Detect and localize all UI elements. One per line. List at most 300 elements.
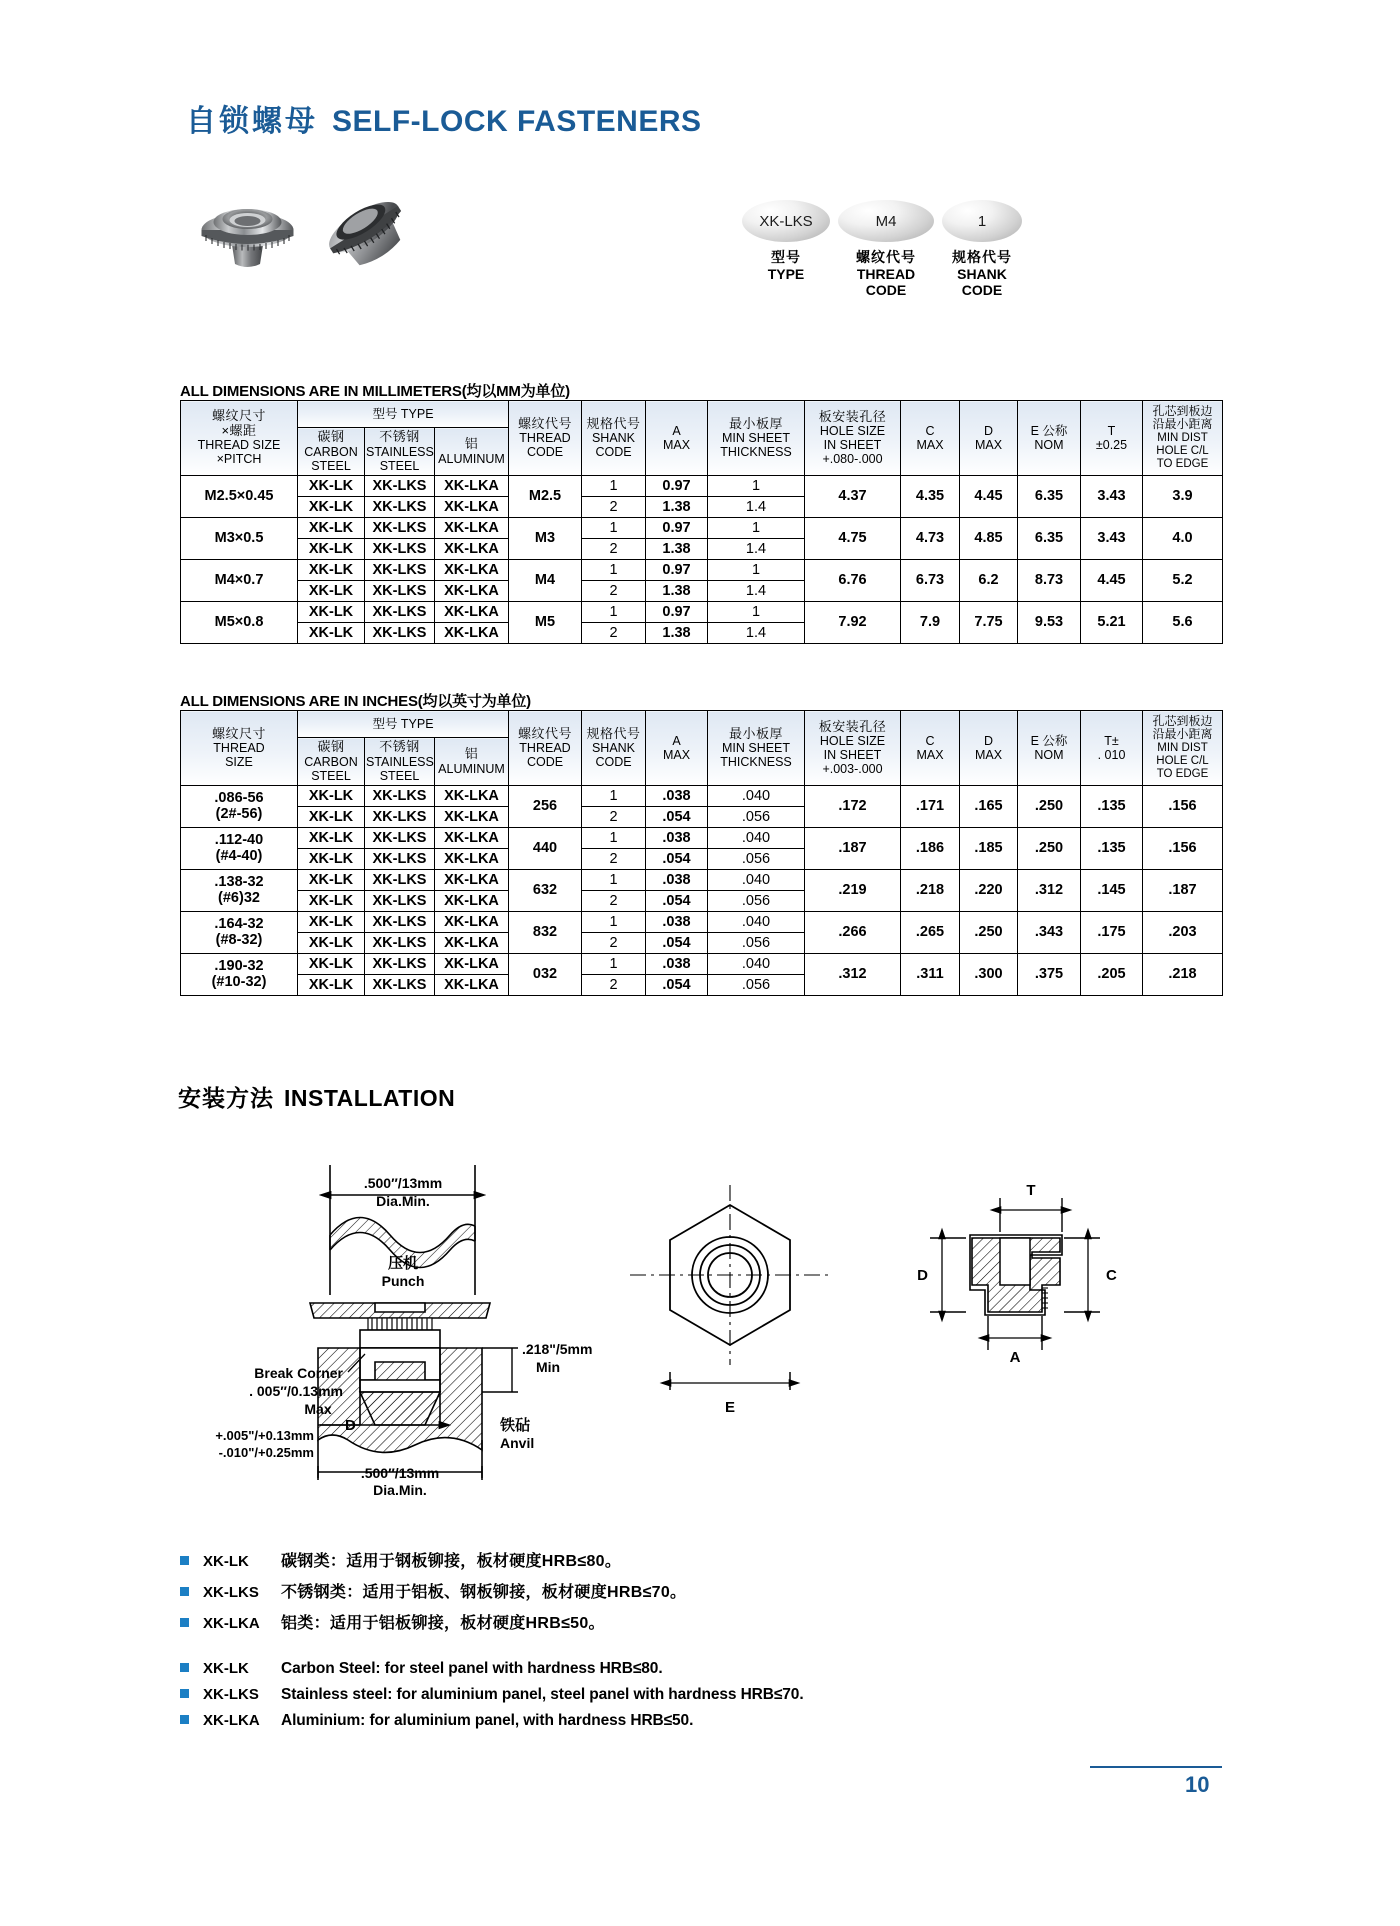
- label-break-corner-3: Max: [304, 1401, 332, 1417]
- in-cell-carbon: XK-LK: [298, 827, 365, 848]
- in-cell-c-max: .218: [901, 869, 960, 911]
- in-cell-e-nom: .343: [1018, 911, 1081, 953]
- in-cell-carbon: XK-LK: [298, 848, 365, 869]
- mm-th-min-dist: [1143, 401, 1223, 476]
- in-th-thread-code-en1: THREAD: [519, 741, 571, 756]
- in-cell-aluminum: XK-LKA: [435, 953, 509, 974]
- mm-cell-e-nom: 6.35: [1018, 475, 1081, 517]
- mm-cell-min-sheet: 1: [708, 475, 805, 496]
- mm-th-thread-size: [181, 401, 298, 476]
- table-row: [181, 827, 1223, 848]
- mm-cell-shank: 2: [582, 580, 646, 601]
- in-cell-t-tol: .175: [1081, 911, 1143, 953]
- label-punch-en: Punch: [381, 1273, 425, 1289]
- in-th-t-tol: [1081, 711, 1143, 786]
- inch-table-body: [181, 785, 1223, 995]
- in-th-carbon: [298, 738, 365, 786]
- in-th-shank-code-en2: CODE: [595, 755, 632, 770]
- in-cell-carbon: XK-LK: [298, 911, 365, 932]
- note-item: [180, 1579, 686, 1602]
- mm-th-min-sheet: [708, 401, 805, 476]
- product-photo-front: [190, 190, 305, 270]
- mm-cell-shank: 2: [582, 622, 646, 643]
- table-row: [181, 785, 1223, 806]
- mm-th-shank-code: [582, 401, 646, 476]
- in-th-thread-code-cn: 螺纹代号: [517, 725, 572, 741]
- oval-thread-code: M4: [838, 200, 934, 242]
- in-th-carbon-en1: CARBON: [304, 754, 358, 769]
- in-th-min-dist-en3: TO EDGE: [1156, 768, 1209, 781]
- mm-dimension-table: [180, 400, 1223, 644]
- in-cell-hole-size: .172: [805, 785, 901, 827]
- mm-table-body: [181, 475, 1223, 643]
- mm-th-shank-code-en2: CODE: [595, 445, 632, 460]
- mm-cell-carbon: XK-LK: [298, 559, 365, 580]
- in-cell-e-nom: .312: [1018, 869, 1081, 911]
- in-cell-stainless: XK-LKS: [365, 806, 435, 827]
- mm-cell-min-sheet: 1.4: [708, 580, 805, 601]
- in-cell-min-sheet: .040: [708, 827, 805, 848]
- mm-th-hole-size-cn: 板安装孔径: [818, 408, 887, 424]
- mm-cell-carbon: XK-LK: [298, 601, 365, 622]
- in-cell-min-dist: .156: [1143, 827, 1223, 869]
- in-cell-d-max: .185: [960, 827, 1018, 869]
- in-cell-shank: 1: [582, 827, 646, 848]
- oval-type-code: XK-LKS: [742, 200, 830, 242]
- in-cell-shank: 1: [582, 953, 646, 974]
- mm-cell-a-max: 1.38: [646, 622, 708, 643]
- mm-cell-stainless: XK-LKS: [365, 496, 435, 517]
- in-th-a-max: [646, 711, 708, 786]
- mm-cell-thread-size: M2.5×0.45: [181, 475, 298, 517]
- part-number-legend: [742, 200, 1052, 299]
- in-cell-stainless: XK-LKS: [365, 890, 435, 911]
- in-cell-aluminum: XK-LKA: [435, 932, 509, 953]
- in-cell-a-max: .038: [646, 869, 708, 890]
- label-punch-cn: 压机: [387, 1255, 419, 1272]
- mm-th-thread-size-cn2: ×螺距: [221, 422, 257, 438]
- mm-th-carbon-cn: 碳钢: [317, 429, 345, 444]
- note-code: XK-LK: [203, 1660, 249, 1677]
- square-bullet-icon: [180, 1618, 189, 1627]
- mm-cell-stainless: XK-LKS: [365, 622, 435, 643]
- table-row: [181, 601, 1223, 622]
- mm-th-a-max-l1: A: [672, 423, 681, 438]
- in-cell-min-sheet: .040: [708, 911, 805, 932]
- installation-title-en: INSTALLATION: [284, 1085, 456, 1111]
- label-right-dim-1: .218"/5mm: [522, 1341, 593, 1357]
- label-d-dim: D: [345, 1417, 356, 1434]
- mm-cell-t-tol: 4.45: [1081, 559, 1143, 601]
- in-th-c-max: [901, 711, 960, 786]
- label-bottom-dia-1: .500″/13mm: [360, 1465, 440, 1481]
- mm-cell-hole-size: 6.76: [805, 559, 901, 601]
- mm-cell-hole-size: 4.75: [805, 517, 901, 559]
- table-row: [181, 953, 1223, 974]
- mm-cell-d-max: 6.2: [960, 559, 1018, 601]
- in-cell-thread-size-l1: .190-32: [214, 958, 264, 975]
- mm-cell-carbon: XK-LK: [298, 517, 365, 538]
- in-th-d-max: [960, 711, 1018, 786]
- in-cell-carbon: XK-LK: [298, 785, 365, 806]
- in-th-e-nom-l2: NOM: [1034, 747, 1064, 762]
- mm-th-d-max-l2: MAX: [974, 437, 1003, 452]
- in-cell-thread-size-l2: (#10-32): [211, 974, 267, 991]
- label-c-dim: C: [1106, 1267, 1117, 1284]
- mm-th-c-max-l1: C: [925, 423, 935, 438]
- in-cell-c-max: .186: [901, 827, 960, 869]
- in-cell-t-tol: .205: [1081, 953, 1143, 995]
- label-a-dim: A: [1009, 1349, 1021, 1366]
- mm-cell-hole-size: 4.37: [805, 475, 901, 517]
- mm-th-e-nom: [1018, 401, 1081, 476]
- in-cell-aluminum: XK-LKA: [435, 911, 509, 932]
- caption-thread-code: [838, 249, 934, 299]
- page-title-en: SELF-LOCK FASTENERS: [332, 105, 702, 138]
- mm-th-stainless: [365, 428, 435, 476]
- square-bullet-icon: [180, 1715, 189, 1724]
- in-th-min-dist-cn1: 孔芯到板边: [1152, 713, 1213, 728]
- in-cell-thread-size-l2: (2#-56): [215, 806, 263, 823]
- mm-th-stainless-en2: STEEL: [379, 458, 420, 473]
- in-cell-carbon: XK-LK: [298, 932, 365, 953]
- in-cell-thread-size-l1: .112-40: [214, 832, 264, 849]
- in-cell-carbon: XK-LK: [298, 890, 365, 911]
- mm-cell-d-max: 4.85: [960, 517, 1018, 559]
- mm-cell-c-max: 7.9: [901, 601, 960, 643]
- notes-english: [180, 1660, 804, 1738]
- in-cell-hole-size: .219: [805, 869, 901, 911]
- mm-th-min-dist-en3: TO EDGE: [1156, 458, 1209, 471]
- in-cell-e-nom: .250: [1018, 827, 1081, 869]
- in-cell-e-nom: .250: [1018, 785, 1081, 827]
- mm-th-min-dist-cn2: 沿最小距离: [1152, 417, 1213, 432]
- table-row: [181, 559, 1223, 580]
- mm-cell-thread-code: M4: [509, 559, 582, 601]
- in-cell-thread-size-l1: .164-32: [214, 916, 264, 933]
- mm-cell-carbon: XK-LK: [298, 622, 365, 643]
- in-cell-stainless: XK-LKS: [365, 848, 435, 869]
- in-cell-t-tol: .135: [1081, 785, 1143, 827]
- in-cell-t-tol: .145: [1081, 869, 1143, 911]
- in-cell-min-sheet: .040: [708, 869, 805, 890]
- mm-cell-carbon: XK-LK: [298, 538, 365, 559]
- mm-cell-aluminum: XK-LKA: [435, 475, 509, 496]
- mm-cell-min-sheet: 1.4: [708, 622, 805, 643]
- in-cell-aluminum: XK-LKA: [435, 974, 509, 995]
- mm-th-thread-code: [509, 401, 582, 476]
- in-cell-a-max: .038: [646, 827, 708, 848]
- in-th-e-nom-l1: E 公称: [1030, 733, 1068, 748]
- square-bullet-icon: [180, 1689, 189, 1698]
- note-text: 不锈钢类：适用于铝板、钢板铆接，板材硬度HRB≤70。: [281, 1584, 687, 1601]
- label-right-dim-2: Min: [536, 1359, 561, 1375]
- mm-cell-c-max: 4.35: [901, 475, 960, 517]
- installation-diagram: [200, 1140, 1200, 1500]
- in-cell-shank: 2: [582, 890, 646, 911]
- mm-cell-thread-size: M3×0.5: [181, 517, 298, 559]
- in-cell-min-dist: .156: [1143, 785, 1223, 827]
- mm-cell-thread-code: M3: [509, 517, 582, 559]
- caption-shank-en: SHANK CODE: [957, 265, 1007, 299]
- in-cell-min-dist: .187: [1143, 869, 1223, 911]
- in-cell-e-nom: .375: [1018, 953, 1081, 995]
- in-cell-d-max: .300: [960, 953, 1018, 995]
- in-cell-thread-size-l2: (#4-40): [215, 848, 263, 865]
- in-th-d-max-l2: MAX: [974, 747, 1003, 762]
- mm-th-hole-size-en3: +.080-.000: [822, 452, 883, 467]
- mm-th-min-sheet-cn: 最小板厚: [728, 415, 783, 431]
- label-break-corner-2: . 005″/0.13mm: [249, 1383, 343, 1399]
- mm-cell-t-tol: 3.43: [1081, 517, 1143, 559]
- in-table-caption: ALL DIMENSIONS ARE IN INCHES(均以英寸为单位): [180, 693, 531, 710]
- mm-cell-min-sheet: 1: [708, 601, 805, 622]
- mm-cell-thread-size: M5×0.8: [181, 601, 298, 643]
- mm-cell-min-dist: 4.0: [1143, 517, 1223, 559]
- in-cell-hole-size: .312: [805, 953, 901, 995]
- in-th-thread-code: [509, 711, 582, 786]
- in-th-hole-size-en2: IN SHEET: [823, 748, 882, 763]
- mm-cell-shank: 1: [582, 475, 646, 496]
- mm-th-thread-code-cn: 螺纹代号: [517, 415, 572, 431]
- in-cell-thread-size-l2: (#8-32): [215, 932, 263, 949]
- mm-th-d-max: [960, 401, 1018, 476]
- note-code: XK-LK: [203, 1553, 249, 1570]
- label-bottom-dia-2: Dia.Min.: [373, 1482, 427, 1498]
- mm-cell-e-nom: 9.53: [1018, 601, 1081, 643]
- in-cell-stainless: XK-LKS: [365, 911, 435, 932]
- in-cell-thread-code: 632: [509, 869, 582, 911]
- page-number: 10: [1185, 1772, 1210, 1797]
- in-cell-aluminum: XK-LKA: [435, 890, 509, 911]
- in-th-min-sheet: [708, 711, 805, 786]
- in-th-min-sheet-en1: MIN SHEET: [721, 741, 791, 756]
- in-cell-carbon: XK-LK: [298, 953, 365, 974]
- in-cell-thread-size-l1: .086-56: [214, 790, 264, 807]
- in-th-e-nom: [1018, 711, 1081, 786]
- mm-cell-a-max: 0.97: [646, 517, 708, 538]
- in-th-thread-size-en2: SIZE: [225, 755, 253, 770]
- caption-type: [742, 249, 830, 299]
- page-title: [186, 96, 702, 140]
- mm-th-aluminum-cn: 铝: [464, 436, 479, 451]
- caption-thread-en: THREAD CODE: [856, 265, 916, 299]
- mm-cell-a-max: 0.97: [646, 601, 708, 622]
- in-cell-a-max: .038: [646, 785, 708, 806]
- in-cell-aluminum: XK-LKA: [435, 806, 509, 827]
- label-t-dim: T: [1026, 1182, 1036, 1199]
- mm-cell-aluminum: XK-LKA: [435, 580, 509, 601]
- mm-cell-thread-code: M2.5: [509, 475, 582, 517]
- in-cell-shank: 2: [582, 932, 646, 953]
- mm-cell-thread-code: M5: [509, 601, 582, 643]
- in-cell-a-max: .054: [646, 974, 708, 995]
- in-cell-stainless: XK-LKS: [365, 869, 435, 890]
- in-th-a-max-l1: A: [672, 733, 681, 748]
- square-bullet-icon: [180, 1587, 189, 1596]
- in-cell-d-max: .220: [960, 869, 1018, 911]
- in-th-shank-code-en1: SHANK: [591, 741, 636, 756]
- mm-cell-c-max: 4.73: [901, 517, 960, 559]
- in-cell-stainless: XK-LKS: [365, 932, 435, 953]
- installation-title: [178, 1080, 455, 1113]
- mm-cell-min-sheet: 1.4: [708, 538, 805, 559]
- in-cell-stainless: XK-LKS: [365, 974, 435, 995]
- in-th-thread-size-cn: 螺纹尺寸: [211, 725, 266, 741]
- note-text: Aluminium: for aluminium panel, with hardness HRB≤50.: [281, 1712, 694, 1729]
- mm-cell-hole-size: 7.92: [805, 601, 901, 643]
- in-cell-shank: 2: [582, 848, 646, 869]
- page-title-cn: 自锁螺母: [186, 105, 318, 138]
- in-th-min-dist-en2: HOLE C/L: [1156, 755, 1209, 768]
- note-code: XK-LKA: [203, 1615, 260, 1632]
- in-cell-shank: 1: [582, 869, 646, 890]
- in-th-thread-size: [181, 711, 298, 786]
- in-th-hole-size: [805, 711, 901, 786]
- caption-shank-cn: 规格代号: [952, 249, 1012, 265]
- mm-cell-t-tol: 3.43: [1081, 475, 1143, 517]
- mm-cell-t-tol: 5.21: [1081, 601, 1143, 643]
- square-bullet-icon: [180, 1556, 189, 1565]
- in-cell-thread-size: [181, 869, 298, 911]
- notes-chinese: [180, 1548, 686, 1641]
- in-cell-a-max: .038: [646, 911, 708, 932]
- mm-th-e-nom-l2: NOM: [1034, 437, 1064, 452]
- mm-th-c-max-l2: MAX: [916, 437, 944, 452]
- in-cell-carbon: XK-LK: [298, 806, 365, 827]
- in-cell-a-max: .054: [646, 932, 708, 953]
- in-th-aluminum: [435, 738, 509, 786]
- in-cell-shank: 1: [582, 911, 646, 932]
- mm-th-min-sheet-en1: MIN SHEET: [721, 431, 791, 446]
- mm-th-shank-code-cn: 规格代号: [586, 415, 641, 431]
- in-cell-stainless: XK-LKS: [365, 785, 435, 806]
- in-cell-a-max: .038: [646, 953, 708, 974]
- caption-type-en: TYPE: [767, 265, 805, 282]
- label-anvil-cn: 铁砧: [500, 1417, 531, 1434]
- mm-cell-aluminum: XK-LKA: [435, 622, 509, 643]
- mm-cell-stainless: XK-LKS: [365, 601, 435, 622]
- note-item: [180, 1686, 804, 1704]
- mm-th-stainless-cn: 不锈钢: [379, 429, 420, 444]
- note-code: XK-LKS: [203, 1686, 259, 1703]
- mm-th-min-dist-en1: MIN DIST: [1157, 432, 1208, 445]
- in-cell-carbon: XK-LK: [298, 869, 365, 890]
- in-cell-a-max: .054: [646, 806, 708, 827]
- label-d-dim-right: D: [917, 1267, 928, 1284]
- caption-type-cn: 型号: [771, 249, 801, 265]
- mm-th-t-tol: [1081, 401, 1143, 476]
- in-th-hole-size-en1: HOLE SIZE: [819, 734, 886, 749]
- in-th-stainless-cn: 不锈钢: [379, 739, 420, 754]
- in-cell-min-sheet: .040: [708, 785, 805, 806]
- mm-cell-e-nom: 8.73: [1018, 559, 1081, 601]
- in-cell-carbon: XK-LK: [298, 974, 365, 995]
- in-cell-d-max: .250: [960, 911, 1018, 953]
- in-cell-thread-size: [181, 785, 298, 827]
- label-break-corner-1: Break Corner: [254, 1365, 343, 1381]
- label-anvil-en: Anvil: [500, 1435, 535, 1451]
- in-th-stainless: [365, 738, 435, 786]
- in-th-t-tol-l1: T±: [1104, 733, 1119, 748]
- mm-cell-aluminum: XK-LKA: [435, 601, 509, 622]
- label-tol-2: -.010"/+0.25mm: [218, 1445, 314, 1460]
- note-text: Carbon Steel: for steel panel with hardness HRB≤80.: [281, 1660, 663, 1677]
- label-top-dia-2: Dia.Min.: [376, 1193, 430, 1209]
- in-cell-shank: 2: [582, 974, 646, 995]
- mm-cell-shank: 1: [582, 517, 646, 538]
- note-text: 碳钢类：适用于钢板铆接，板材硬度HRB≤80。: [281, 1553, 622, 1570]
- in-cell-min-sheet: .056: [708, 932, 805, 953]
- in-th-carbon-en2: STEEL: [311, 768, 351, 783]
- mm-cell-stainless: XK-LKS: [365, 475, 435, 496]
- in-cell-thread-size-l2: (#6)32: [218, 890, 260, 907]
- in-cell-t-tol: .135: [1081, 827, 1143, 869]
- mm-th-e-nom-l1: E 公称: [1030, 423, 1068, 438]
- in-cell-thread-code: 032: [509, 953, 582, 995]
- mm-cell-carbon: XK-LK: [298, 580, 365, 601]
- mm-cell-stainless: XK-LKS: [365, 580, 435, 601]
- in-cell-thread-size: [181, 827, 298, 869]
- mm-cell-aluminum: XK-LKA: [435, 559, 509, 580]
- table-row: [181, 517, 1223, 538]
- mm-th-thread-size-cn1: 螺纹尺寸: [211, 408, 266, 424]
- mm-cell-min-sheet: 1: [708, 517, 805, 538]
- mm-cell-aluminum: XK-LKA: [435, 538, 509, 559]
- mm-th-a-max-l2: MAX: [662, 437, 691, 452]
- mm-cell-a-max: 0.97: [646, 559, 708, 580]
- mm-th-min-dist-en2: HOLE C/L: [1156, 445, 1209, 458]
- installation-title-cn: 安装方法: [178, 1085, 274, 1111]
- in-cell-hole-size: .187: [805, 827, 901, 869]
- mm-cell-min-sheet: 1: [708, 559, 805, 580]
- in-cell-min-dist: .218: [1143, 953, 1223, 995]
- note-text: Stainless steel: for aluminium panel, steel panel with hardness HRB≤70.: [281, 1686, 804, 1703]
- in-th-c-max-l2: MAX: [916, 747, 944, 762]
- note-code: XK-LKA: [203, 1712, 260, 1729]
- mm-th-t-tol-l1: T: [1107, 423, 1116, 438]
- part-code-captions: [742, 242, 1052, 299]
- mm-th-type-group: 型号 TYPE: [298, 401, 509, 428]
- in-cell-aluminum: XK-LKA: [435, 827, 509, 848]
- mm-cell-d-max: 4.45: [960, 475, 1018, 517]
- mm-th-min-sheet-en2: THICKNESS: [720, 445, 792, 460]
- oval-shank-code: 1: [942, 200, 1022, 242]
- label-e-dim: E: [724, 1399, 736, 1416]
- in-th-min-dist-cn2: 沿最小距离: [1152, 727, 1213, 742]
- in-cell-min-sheet: .056: [708, 974, 805, 995]
- mm-cell-a-max: 1.38: [646, 580, 708, 601]
- in-cell-aluminum: XK-LKA: [435, 848, 509, 869]
- note-item: [180, 1660, 804, 1678]
- in-cell-thread-code: 440: [509, 827, 582, 869]
- in-th-shank-code: [582, 711, 646, 786]
- mm-th-aluminum: [435, 428, 509, 476]
- mm-cell-stainless: XK-LKS: [365, 538, 435, 559]
- in-th-min-sheet-cn: 最小板厚: [728, 725, 783, 741]
- mm-cell-d-max: 7.75: [960, 601, 1018, 643]
- in-cell-c-max: .311: [901, 953, 960, 995]
- in-cell-hole-size: .266: [805, 911, 901, 953]
- in-th-min-sheet-en2: THICKNESS: [720, 755, 792, 770]
- table-row: [181, 475, 1223, 496]
- mm-cell-stainless: XK-LKS: [365, 559, 435, 580]
- mm-th-carbon-en1: CARBON: [304, 444, 358, 459]
- footer-rule: [1090, 1766, 1222, 1768]
- mm-cell-shank: 1: [582, 559, 646, 580]
- mm-th-carbon-en2: STEEL: [311, 458, 351, 473]
- caption-shank-code: [942, 249, 1022, 299]
